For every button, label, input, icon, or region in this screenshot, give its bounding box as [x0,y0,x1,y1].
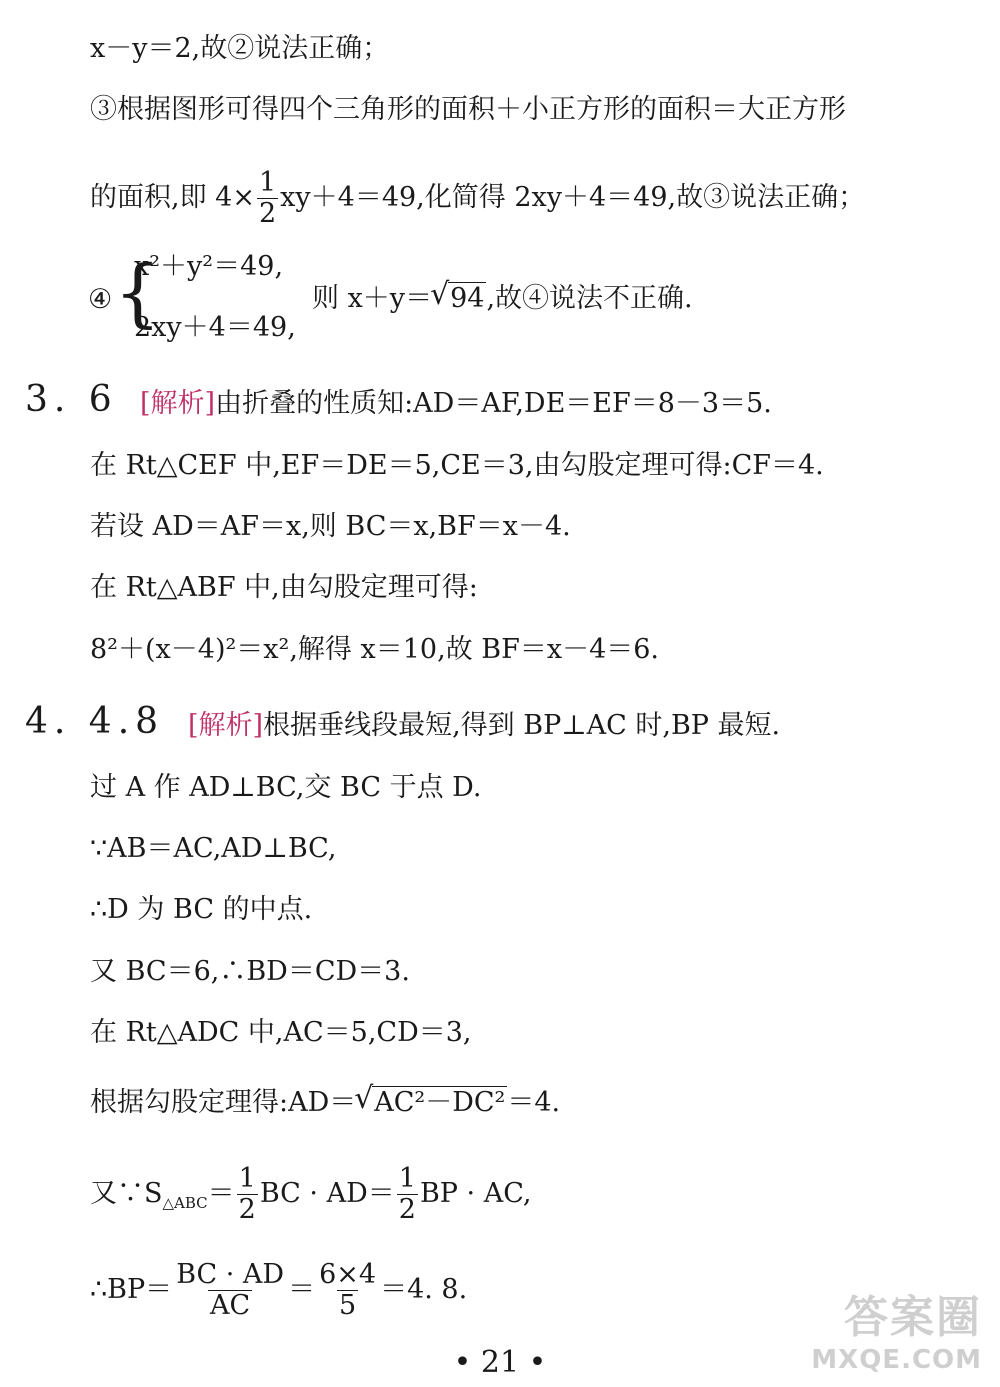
text-line: 若设 AD＝AF＝x,则 BC＝x,BF＝x－4. [90,511,571,542]
analysis-tag: [解析] [140,388,216,419]
watermark-logo [811,1281,982,1375]
text-segment: ,故④说法不正确. [486,283,693,314]
fraction-numerator: 1 [258,167,277,198]
text-line: 又 BC＝6,∴BD＝CD＝3. [90,956,410,987]
fraction [397,1164,418,1225]
page-number: • 21 • [453,1345,547,1380]
fraction-numerator: 1 [398,1163,416,1194]
text-line: 在 Rt△CEF 中,EF＝DE＝5,CE＝3,由勾股定理可得:CF＝4. [90,450,824,481]
text-line [312,282,693,316]
text-line [90,1164,531,1225]
text-segment: BC · AD＝ [259,1178,395,1209]
text-segment: ＝ [288,1274,316,1305]
watermark-text: 答案圈 [844,1292,982,1343]
text-line: ∴D 为 BC 的中点. [90,894,313,925]
text-line [90,1086,560,1120]
text-line: 在 Rt△ABF 中,由勾股定理可得: [90,572,478,603]
square-root [432,282,486,316]
fraction [257,168,278,229]
text-segment: xy＋4＝49,化简得 2xy＋4＝49,故③说法正确； [280,182,866,213]
question-number: 4. 4.8 [25,701,165,742]
fraction [174,1260,286,1321]
fraction [317,1260,378,1321]
watermark-url: MXQE.COM [811,1345,982,1375]
text-line: 8²＋(x－4)²＝x²,解得 x＝10,故 BF＝x－4＝6. [90,634,660,665]
fraction-numerator: BC · AD [176,1259,285,1290]
fraction [237,1164,258,1225]
text-segment: 则 x＋y＝ [312,283,433,314]
fraction-denominator: 2 [398,1194,416,1225]
text-segment: 由折叠的性质知:AD＝AF,DE＝EF＝8－3＝5. [215,388,772,419]
text-segment: ＝4. 8. [380,1274,468,1305]
text-line [140,387,772,421]
equation-row: 2xy＋4＝49, [134,312,296,343]
question-number: 3. 6 [25,379,118,420]
text-line [90,1260,467,1321]
radicand: 94 [450,283,485,314]
text-line [188,709,780,743]
text-segment: ＝ [207,1178,235,1209]
fraction-denominator: 2 [258,198,277,229]
text-line: ③根据图形可得四个三角形的面积＋小正方形的面积＝大正方形 [90,94,846,125]
text-line [90,168,865,229]
text-segment: 根据垂线段最短,得到 BP⊥AC 时,BP 最短. [263,710,781,741]
fraction-numerator: 1 [238,1163,256,1194]
text-segment: 又∵S [90,1178,163,1209]
fraction-denominator: 5 [338,1290,357,1321]
text-line: 过 A 作 AD⊥BC,交 BC 于点 D. [90,772,482,803]
analysis-tag: [解析] [188,710,264,741]
text-line: 在 Rt△ADC 中,AC＝5,CD＝3, [90,1017,472,1048]
text-segment: BP · AC, [419,1178,532,1209]
text-line: ∵AB＝AC,AD⊥BC, [90,833,337,864]
text-segment: 的面积,即 4× [90,182,255,213]
text-segment: 根据勾股定理得:AD＝ [90,1087,357,1118]
text-segment: ∴BP＝ [90,1274,173,1305]
text-line: x－y＝2,故②说法正确； [90,33,390,64]
text-segment: ＝4. [507,1087,561,1118]
item-marker: ④ [88,284,113,315]
fraction-denominator: AC [210,1290,251,1321]
square-root [356,1086,507,1120]
radicand: AC²－DC² [374,1087,506,1118]
fraction-denominator: 2 [238,1194,256,1225]
fraction-numerator: 6×4 [319,1259,377,1290]
subscript: △ABC [162,1194,208,1212]
equation-row: x²＋y²＝49, [134,251,284,282]
left-brace-icon: { [114,250,162,336]
